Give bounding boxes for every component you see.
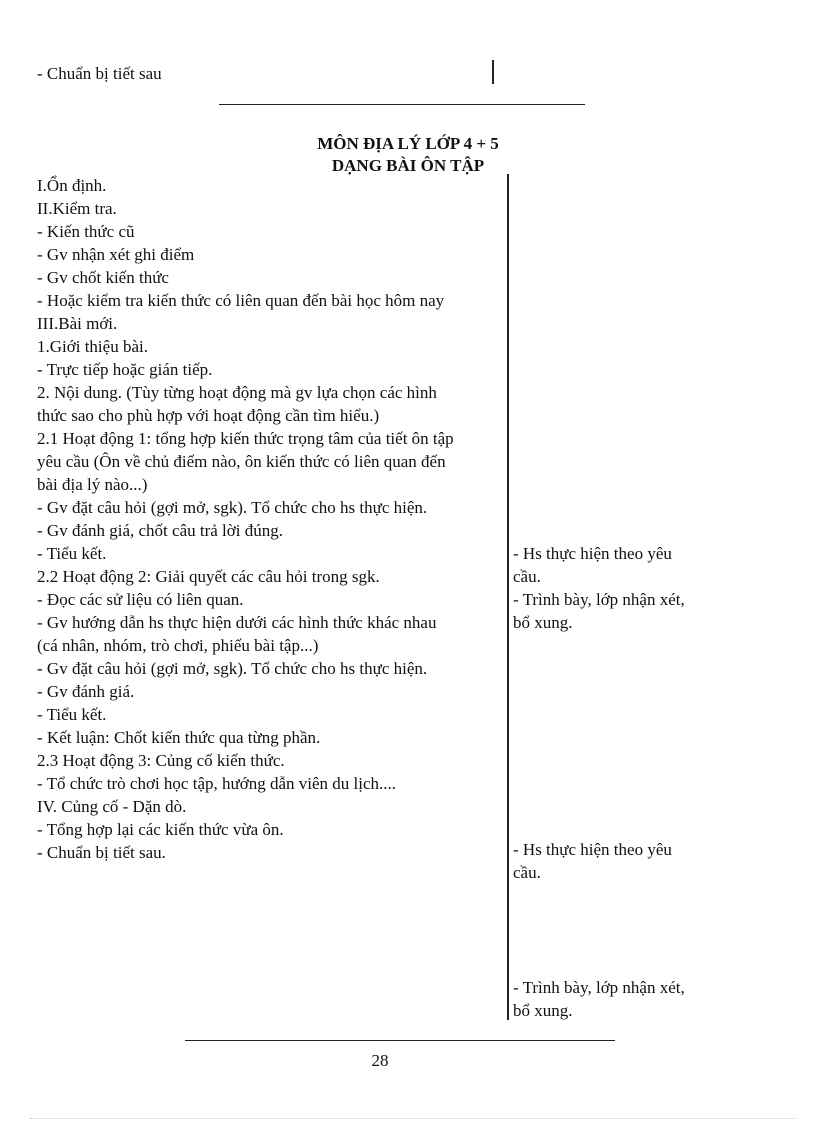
text-line: bài địa lý nào...) bbox=[37, 475, 148, 494]
text-line: 2.2 Hoạt động 2: Giải quyết các câu hỏi trong sgk. bbox=[37, 567, 380, 586]
text-line: - Kiến thức cũ bbox=[37, 222, 135, 241]
section-separator bbox=[219, 104, 585, 105]
student-activities-block-2 bbox=[513, 838, 813, 884]
text-line: - Đọc các sử liệu có liên quan. bbox=[37, 590, 244, 609]
text-line: - Gv đánh giá, chốt câu trả lời đúng. bbox=[37, 521, 283, 540]
lesson-subtitle: DẠNG BÀI ÔN TẬP bbox=[331, 156, 485, 175]
text-line: - Tổ chức trò chơi học tập, hướng dẫn viên du lịch.... bbox=[37, 774, 397, 793]
text-line: IV. Củng cố - Dặn dò. bbox=[37, 797, 187, 816]
student-activities-block-1 bbox=[513, 542, 813, 634]
text-line: cầu. bbox=[513, 567, 541, 586]
text-line: - Hs thực hiện theo yêu bbox=[513, 840, 672, 859]
text-line: - Tiểu kết. bbox=[37, 705, 107, 724]
page-number: 28 bbox=[371, 1051, 389, 1070]
text-line: - Trình bày, lớp nhận xét, bbox=[513, 590, 685, 609]
text-line: - Gv chốt kiến thức bbox=[37, 268, 169, 287]
footer-rule bbox=[185, 1040, 615, 1041]
text-line: yêu cầu (Ôn về chủ điểm nào, ôn kiến thức có liên quan đến bbox=[37, 452, 446, 471]
lesson-title: MÔN ĐỊA LÝ LỚP 4 + 5 bbox=[317, 134, 499, 153]
student-activities-block-3 bbox=[513, 976, 813, 1022]
text-line: - Gv hướng dẫn hs thực hiện dưới các hình thức khác nhau bbox=[37, 613, 437, 632]
text-line: (cá nhân, nhóm, trò chơi, phiếu bài tập...) bbox=[37, 636, 319, 655]
text-line: - Hoặc kiểm tra kiến thức có liên quan đến bài học hôm nay bbox=[37, 291, 445, 310]
text-line: 2.3 Hoạt động 3: Củng cố kiến thức. bbox=[37, 751, 285, 770]
text-line: 2. Nội dung. (Tùy từng hoạt động mà gv lựa chọn các hình bbox=[37, 383, 437, 402]
text-line: 1.Giới thiệu bài. bbox=[37, 337, 148, 356]
top-line: - Chuẩn bị tiết sau bbox=[37, 64, 162, 83]
text-line: - Trực tiếp hoặc gián tiếp. bbox=[37, 360, 213, 379]
text-line: - Hs thực hiện theo yêu bbox=[513, 544, 672, 563]
text-line: I.Ổn định. bbox=[37, 176, 107, 195]
text-line: - Gv đặt câu hỏi (gợi mở, sgk). Tổ chức cho hs thực hiện. bbox=[37, 659, 428, 678]
text-line: - Chuẩn bị tiết sau. bbox=[37, 843, 166, 862]
text-line: 2.1 Hoạt động 1: tổng hợp kiến thức trọng tâm của tiết ôn tập bbox=[37, 429, 454, 448]
text-line: - Tổng hợp lại các kiến thức vừa ôn. bbox=[37, 820, 284, 839]
text-line: - Gv đặt câu hỏi (gợi mở, sgk). Tổ chức cho hs thực hiện. bbox=[37, 498, 428, 517]
text-line: bổ xung. bbox=[513, 1001, 573, 1020]
text-line: bổ xung. bbox=[513, 613, 573, 632]
column-divider bbox=[507, 174, 509, 1020]
text-line: - Tiểu kết. bbox=[37, 544, 107, 563]
text-line: III.Bài mới. bbox=[37, 314, 118, 333]
text-line: - Trình bày, lớp nhận xét, bbox=[513, 978, 685, 997]
text-line: - Kết luận: Chốt kiến thức qua từng phần. bbox=[37, 728, 321, 747]
page-edge-dots bbox=[30, 1118, 796, 1119]
teacher-activities bbox=[37, 174, 507, 864]
text-line: - Gv đánh giá. bbox=[37, 682, 135, 701]
text-line: - Gv nhận xét ghi điểm bbox=[37, 245, 195, 264]
text-line: cầu. bbox=[513, 863, 541, 882]
text-line: thức sao cho phù hợp với hoạt động cần tìm hiểu.) bbox=[37, 406, 380, 425]
text-line: II.Kiểm tra. bbox=[37, 199, 117, 218]
top-column-divider bbox=[492, 60, 494, 84]
